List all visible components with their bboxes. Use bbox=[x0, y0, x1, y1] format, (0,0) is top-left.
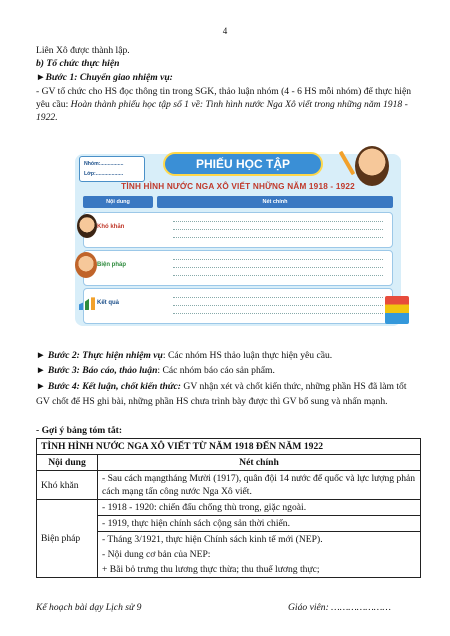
step3-text: : Các nhóm báo cáo sản phẩm. bbox=[157, 365, 275, 376]
step2-label: ► Bước 2: Thực hiện nhiệm vụ bbox=[36, 350, 163, 361]
step2-line bbox=[36, 349, 420, 362]
list-item: - 1918 - 1920: chiến đấu chống thù trong, giặc ngoài. bbox=[98, 500, 420, 516]
footer-right: Giáo viên: ………………… bbox=[288, 602, 391, 613]
table-row bbox=[37, 500, 421, 578]
step1-heading: ►Bước 1: Chuyển giao nhiệm vụ: bbox=[36, 72, 173, 83]
list-item: - Tháng 3/1921, thực hiện Chính sách kinh tế mới (NEP). bbox=[102, 534, 323, 545]
table-header-content: Nội dung bbox=[37, 455, 98, 471]
row-label: Khó khăn bbox=[37, 471, 98, 500]
list-item: + Bãi bỏ trưng thu lương thực thừa; thu thuế lương thực; bbox=[102, 564, 320, 575]
footer-left: Kế hoạch bài dạy Lịch sử 9 bbox=[36, 602, 142, 613]
group-class-box bbox=[79, 156, 145, 182]
worksheet-col-content: Nội dung bbox=[83, 196, 153, 208]
question-kid-icon bbox=[77, 214, 97, 238]
worksheet-row bbox=[83, 212, 393, 248]
step3-line bbox=[36, 364, 420, 377]
summary-table bbox=[36, 438, 421, 578]
page-number: 4 bbox=[222, 26, 228, 36]
list-item: - Nội dung cơ bản của NEP: bbox=[102, 549, 211, 560]
step4-paragraph bbox=[36, 379, 420, 409]
worksheet-title: TÌNH HÌNH NƯỚC NGA XÔ VIẾT NHỮNG NĂM 1918 - 1922 bbox=[121, 182, 355, 191]
row-content: - Sau cách mạngtháng Mười (1917), quân đội 14 nước đế quốc và lực lượng phản cách mạng tấn công nước Nga Xô viết. bbox=[98, 471, 421, 500]
step1-task: Hoàn thành phiếu học tập số 1 về: Tình hình nước Nga Xô viết trong những năm 1918 - 1922. bbox=[36, 99, 408, 123]
worksheet-image bbox=[63, 146, 413, 331]
step4-label: ► Bước 4: Kết luận, chốt kiến thức: bbox=[36, 381, 181, 392]
worksheet-row-label: Biện pháp bbox=[97, 262, 127, 268]
worksheet-row bbox=[83, 288, 393, 324]
worksheet-row-label: Kết quả bbox=[97, 300, 120, 306]
step2-text: : Các nhóm HS thảo luận thực hiện yêu cầu. bbox=[162, 350, 333, 361]
row-label: Biện pháp bbox=[37, 500, 98, 578]
group-label: Nhóm:................ bbox=[84, 161, 124, 167]
step3-label: ► Bước 3: Báo cáo, thảo luận bbox=[36, 365, 158, 376]
table-header-main: Nét chính bbox=[98, 455, 421, 471]
worksheet-row bbox=[83, 250, 393, 286]
step4-text: GV nhận xét và chốt kiến thức, những phần HS đã làm tốt GV chốt để HS ghi bài, những phần HS chưa trình bày được thì GV bổ sung và nhấn mạnh. bbox=[36, 381, 407, 407]
table-title: TÌNH HÌNH NƯỚC NGA XÔ VIẾT TỪ NĂM 1918 ĐẾN NĂM 1922 bbox=[37, 439, 421, 455]
row-content bbox=[98, 500, 421, 578]
boy-illustration bbox=[355, 146, 389, 186]
list-item: - 1919, thực hiện chính sách cộng sản thời chiến. bbox=[98, 516, 420, 532]
table-row bbox=[37, 471, 421, 500]
step1-text: - GV tổ chức cho HS đọc thông tin trong SGK, thảo luận nhóm (4 - 6 HS mỗi nhóm) để thực hiện yêu cầu: bbox=[36, 86, 412, 110]
intro-line: Liên Xô được thành lập. bbox=[36, 45, 130, 56]
worksheet-col-main: Nét chính bbox=[157, 196, 393, 208]
books-illustration bbox=[385, 296, 409, 324]
girl-kid-icon bbox=[75, 252, 97, 278]
suggest-heading: - Gợi ý bảng tóm tắt: bbox=[36, 425, 123, 436]
worksheet-row-label: Khó khăn bbox=[97, 224, 125, 230]
section-b-heading: b) Tổ chức thực hiện bbox=[36, 58, 120, 69]
worksheet-banner: PHIẾU HỌC TẬP bbox=[163, 152, 323, 176]
class-label: Lớp:................... bbox=[84, 171, 124, 177]
step1-paragraph bbox=[36, 85, 420, 124]
